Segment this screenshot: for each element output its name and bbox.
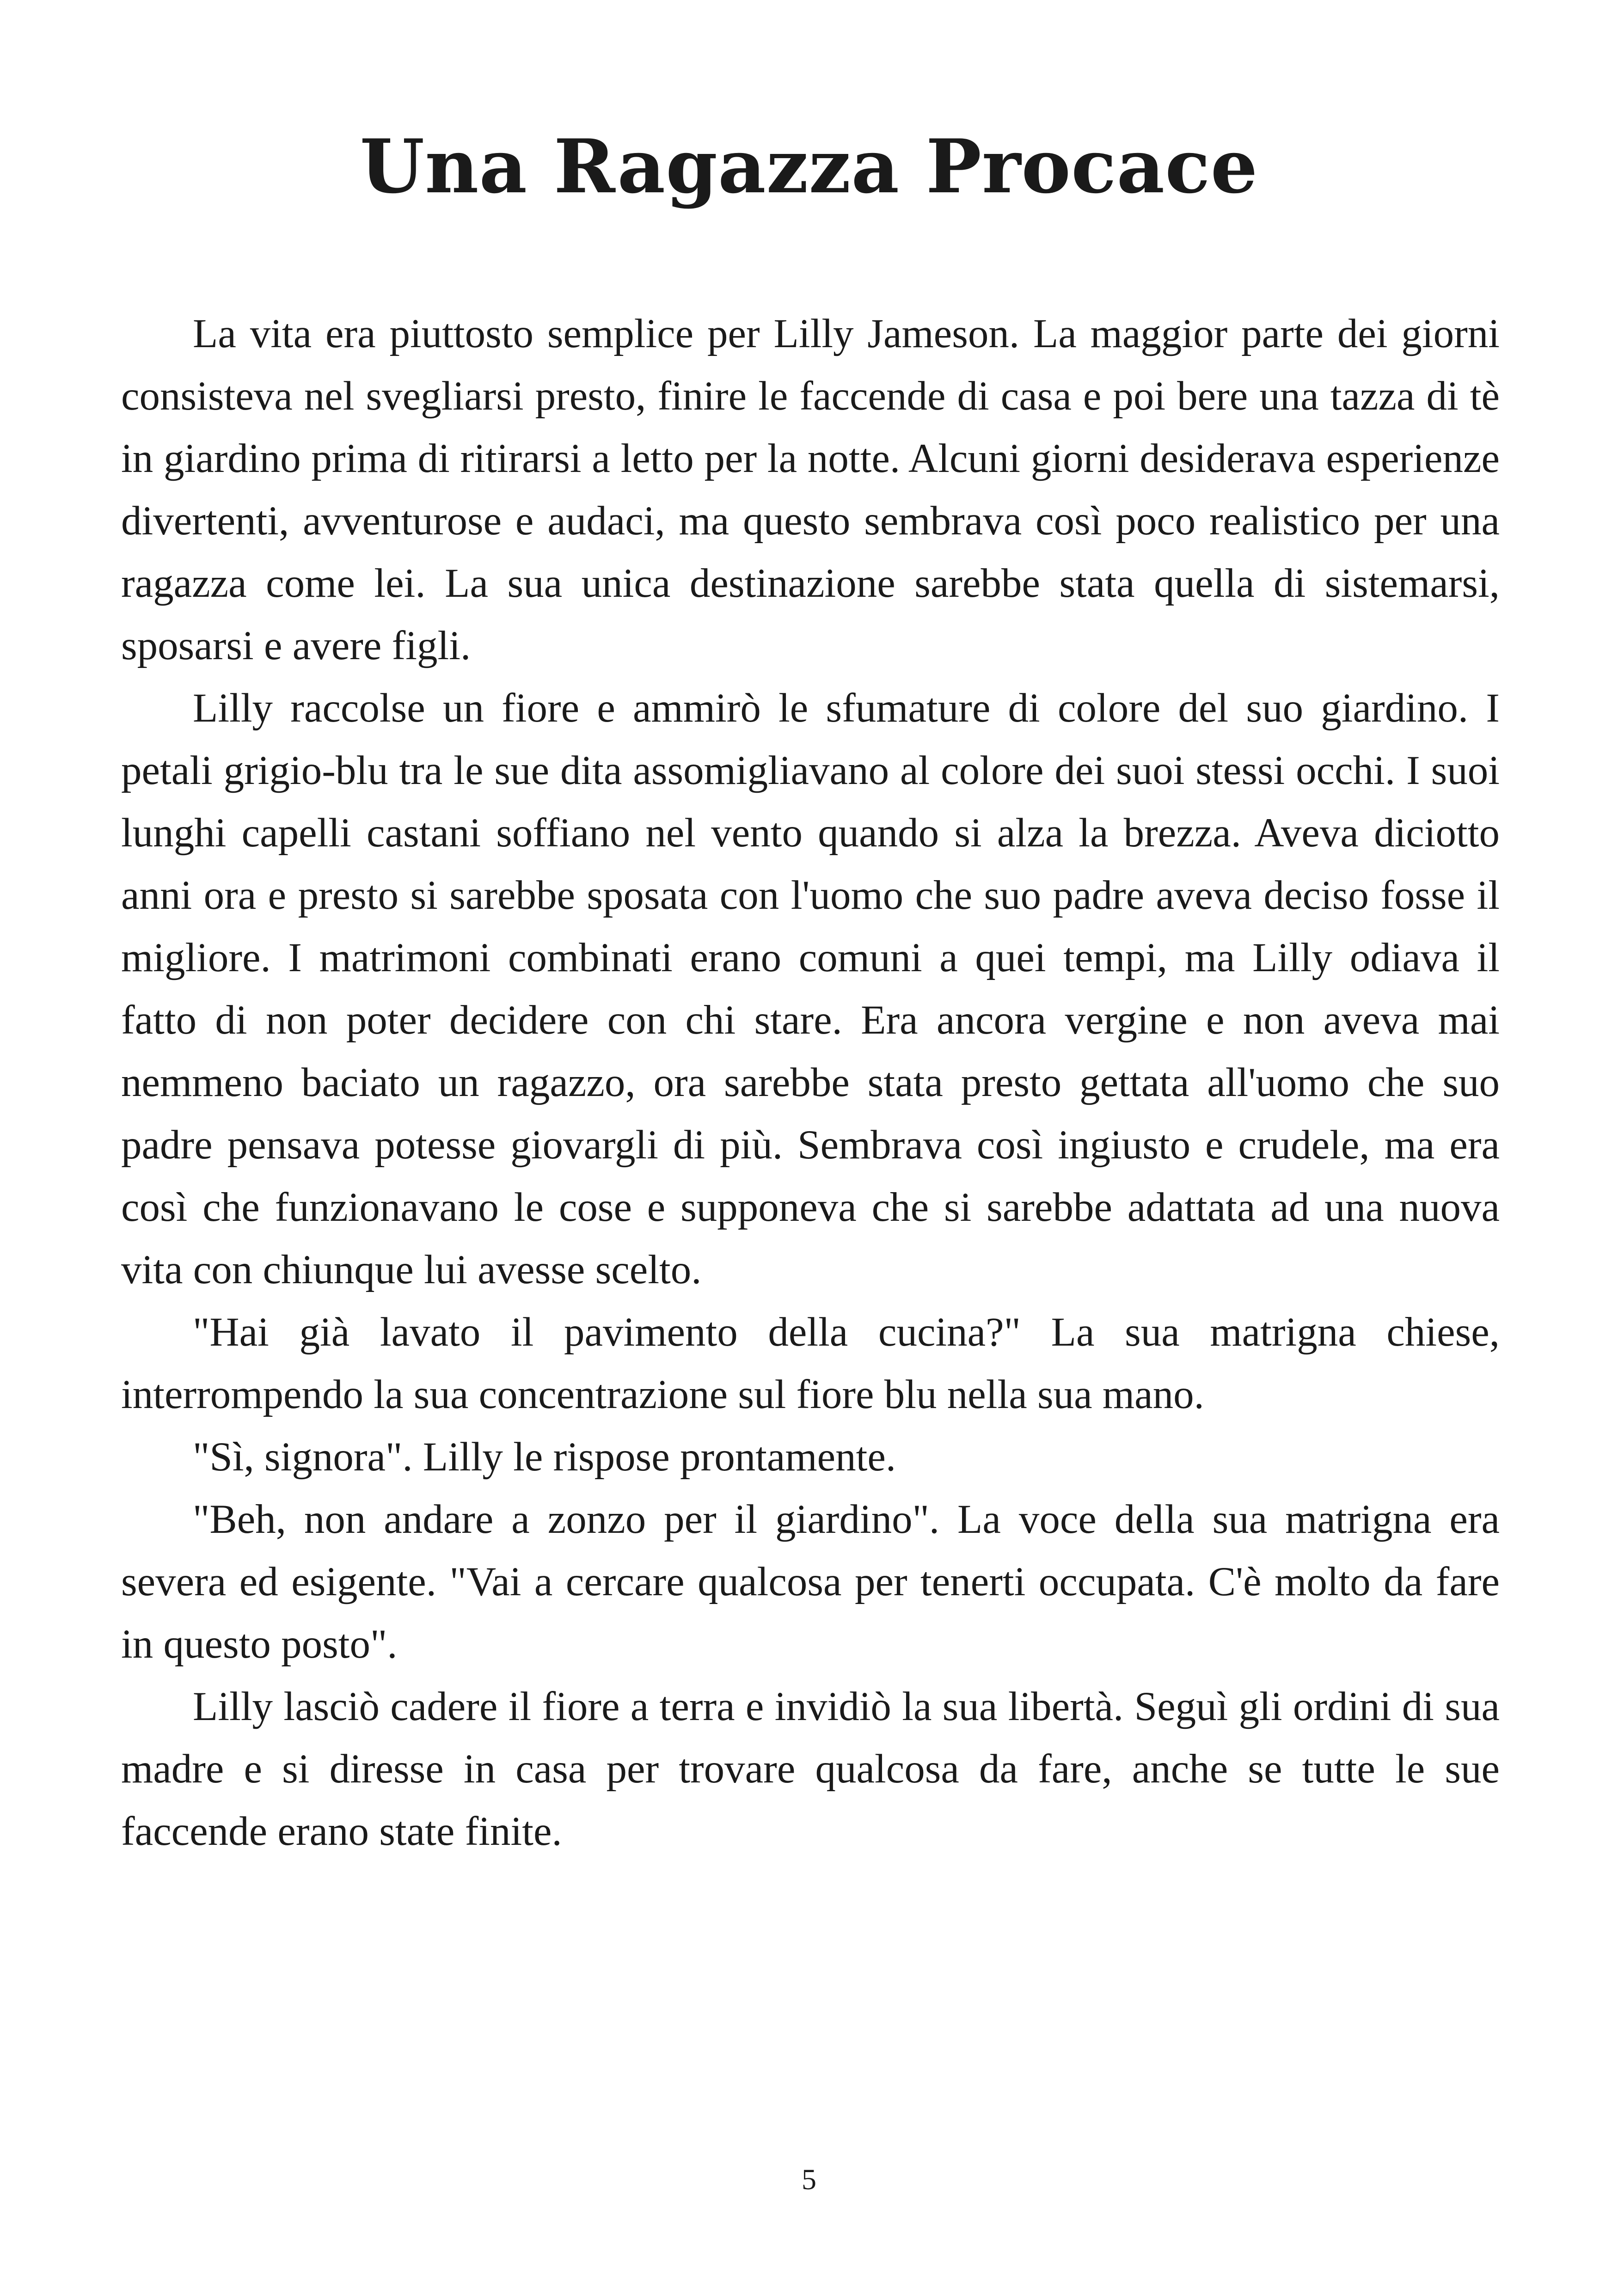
paragraph: Lilly raccolse un fiore e ammirò le sfumature di colore del suo giardino. I petali grigio-blu tra le sue dita assomigliavano al colore dei suoi stessi occhi. I suoi lunghi capelli castani soffiano nel vento quando si alza la brezza. Aveva diciotto anni ora e presto si sarebbe sposata con l'uomo che suo padre aveva deciso fosse il migliore. I matrimoni combinati erano comuni a quei tempi, ma Lilly odiava il fatto di non poter decidere con chi stare. Era ancora vergine e non aveva mai nemmeno baciato un ragazzo, ora sarebbe stata presto gettata all'uomo che suo padre pensava potesse giovargli di più. Sembrava così ingiusto e crudele, ma era così che funzionavano le cose e supponeva che si sarebbe adattata ad una nuova vita con chiunque lui avesse scelto. [121, 686, 1500, 1292]
page-number: 5 [802, 2163, 816, 2196]
paragraph: La vita era piuttosto semplice per Lilly Jameson. La maggior parte dei giorni consisteva nel svegliarsi presto, finire le faccende di casa e poi bere una tazza di tè in giardino prima di ritirarsi a letto per la notte. Alcuni giorni desiderava esperienze divertenti, avventurose e audaci, ma questo sembrava così poco realistico per una ragazza come lei. La sua unica destinazione sarebbe stata quella di sistemarsi, sposarsi e avere figli. [121, 311, 1500, 668]
paragraph: "Sì, signora". Lilly le rispose prontamente. [193, 1434, 896, 1480]
paragraph: "Hai già lavato il pavimento della cucina?" La sua matrigna chiese, interrompendo la sua concentrazione sul fiore blu nella sua mano. [121, 1310, 1500, 1417]
chapter-body [121, 303, 1500, 1863]
paragraph: "Beh, non andare a zonzo per il giardino". La voce della sua matrigna era severa ed esigente. "Vai a cercare qualcosa per tenerti occupata. C'è molto da fare in questo posto". [121, 1497, 1500, 1667]
chapter-title: Una Ragazza Procace [360, 123, 1258, 210]
paragraph: Lilly lasciò cadere il fiore a terra e invidiò la sua libertà. Seguì gli ordini di sua madre e si diresse in casa per trovare qualcosa da fare, anche se tutte le sue faccende erano state finite. [121, 1684, 1500, 1854]
